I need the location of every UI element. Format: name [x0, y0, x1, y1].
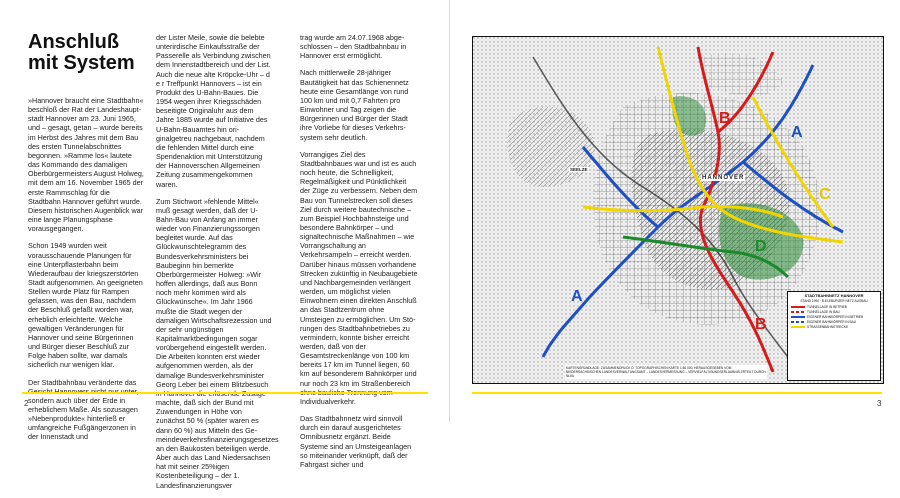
paragraph: Nach mittlerweile 28-jähriger Bautätigkeit hat das Schienennetz heute eine Gesamtlänge von rund 100 km und mit 0,7 Fahrten pro Einwohner und Tag zeigen die Bürgerinnen und Bürger der Stadt ihre Vorliebe für dieses Verkehrssystem sehr deutlich.	[300, 68, 409, 142]
legend-title: STADTBAHNNETZ HANNOVER	[804, 293, 864, 298]
footer-rule	[22, 392, 428, 394]
paragraph: Vorrangiges Ziel des Stadtbahnbaues war und ist es auch noch heute, die Schnelligkeit, Regelmäßigkeit und Pünktlichkeit der Züge zu verbessern. Neben dem Bau von Tunnelstrecken soll dieses Ziel durch weitere bautechnische – zum Beispiel Hochbahnsteige und besondere Bahnkörper – und signaltechnische Maßnahmen – wie Vorrangschaltung an Verkehrsampeln – erreicht werden. Darüber hinaus müssen vorhandene Strecken zukünftig in Neubaugebiete und Nachbargemeinden verlängert werden, um möglichst vielen Einwohnern einen direkten Anschluß an das Stadtzentrum ohne Umsteigen zu ermöglichen. Um Störungen des Stadtbahnbetriebes zu vermindern, konnte bisher erreicht werden, daß von der Gesamtstreckenlänge von 100 km bereits 17 km im Tunnel liegen, 60 km auf besonderem Bahnkörper und nur noch 23 km im Straßenbereich Individualverkehr.	[300, 149, 418, 406]
legend-subtitle: STAND 1994 · B-ELEBURGER NETZ AUSBAU	[800, 299, 868, 303]
paragraph: Schon 1949 wurden weit vorausschauende Planungen für eine Unterpflasterbahn beim Wiederaufbau der kriegszerstörten Stadt aufgenommen. An geeigneten Stellen wurde Platz für Rampen gelassen, was den Bau, nachdem der Beschluß gefaßt worden war, erheblich erleichterte. Welche gewaltigen Veränderungen für Hannover und seine Bürgerinnen und Bürger dieser Beschluß zur Folge haben sollte, war damals sicherlich nur wenigen klar.	[28, 241, 143, 370]
city-label: HANNOVER	[702, 175, 745, 181]
text-column-2	[156, 33, 279, 498]
paragraph: trag wurde am 24.07.1968 abgeschlossen – den Stadtbahnbau in Hannover erst ermöglicht.	[300, 33, 407, 61]
legend-swatch	[791, 306, 805, 309]
legend-label: TUNNELLAGE IN BETRIEB	[807, 305, 847, 309]
map-legend	[787, 291, 881, 381]
legend-row	[791, 320, 877, 324]
legend-row	[791, 325, 877, 329]
legend-swatch	[791, 311, 805, 314]
page-number: 2	[24, 399, 29, 408]
legend-label: TUNNELLAGE IN BAU	[807, 310, 840, 314]
line-label-a: A	[791, 124, 803, 141]
page-number: 3	[877, 399, 882, 408]
paragraph: Der Stadtbahnbau veränderte das sondern auch über der Erde in erheblichem Maße. Als sozusagen »Nebenprodukte« hinterließ er umfangreiche Fußgängerzonen in der Innenstadt und	[28, 377, 138, 442]
paragraph: »Hannover braucht eine Stadtbahn« beschloß der Rat der Landeshauptstadt Hannover am 23. Juni 1965, und – gesagt, getan – wurde bereits im Herbst des Jahres mit dem Bau des ersten Tunnelabschnittes begonnen. »Ramme los« lautete das Kommando des damaligen Oberbürgermeisters August Holweg, mit dem am 16. November 1965 der erste Rammschlag für die Stadtbahn Hannover geführt wurde. Diesem historischen Augenblick war eine lange Planungsphase vorausgegangen.	[28, 96, 144, 234]
paragraph: Das Stadtbahnnetz wird sinnvoll durch ein darauf ausgerichtetes Omnibusnetz ergänzt. Beide Systeme sind an Umsteigeanlagen so miteinander verknüpft, daß der Fahrgast sicher und	[300, 414, 412, 469]
paragraph: der Lister Meile, sowie die belebte unterirdische Einkaufsstraße der Passerelle als Verbindung zwischen dem Innenstadtbereich und der List. Auch die neue alte Kröpcke-Uhr – d e r Treffpunkt Hannovers – ist ein Produkt des U-Bahn-Baues. Die 1954 wegen ihrer Kriegsschäden beseitigte Originaluhr aus dem Jahre 1885 wurde auf Initiative des U-Bahn-Bauamtes hin originalgetreu nachgebaut, nachdem die fehlenden Mittel durch eine Spendenaktion mit Unterstützung der Hannoverschen Allgemeinen Zeitung zusammengekommen waren.	[156, 33, 271, 189]
line-label-b: B	[755, 316, 767, 333]
legend-row	[791, 315, 877, 319]
legend-label: EIGENER BAHNKÖRPER IN BAU	[807, 320, 857, 324]
text-column-3	[300, 33, 418, 477]
line-label-c: C	[819, 186, 831, 203]
line-label-d: D	[755, 238, 767, 255]
legend-label: EIGENER BAHNKÖRPER IN BETRIEB	[807, 315, 864, 319]
legend-swatch	[791, 326, 805, 329]
paragraph: Zum Stichwort »fehlende Mittel« muß gesagt werden, daß der U-Bahn-Bau von Anfang an immer wieder von Finanzierungssorgen begleitet wurde. Auf das Glückwunschtelegramm des Bundesverkehrsministers bei Baubeginn hin bemerkte Oberbürgermeister Holweg: »Wir hoffen allerdings, daß aus Bonn noch mehr kommen wird als Glückwünsche«. Im Jahr 1966 mußte die Stadt wegen der damaligen Wirtschaftsrezession und der sehr ungünstigen Kapitalmarktbedingungen sogar vorübergehend eingestellt werden. Die Arbeiten konnten erst wieder aufgenommen werden, als der damalige Bundesverkehrsminister Georg Leber bei einem Blitzbesuch machte, daß sich der Bund mit Zuwendungen in Höhe von zunächst 50 % (später waren es dann 60 %) aus Mitteln des Gemeindeverkehrsfinanzierungsgesetzes an den Baukosten beteiligen werde. Aber auch das Land Niedersachsen hat mit seiner 25%igen Kostenbeteiligung – der 1. Landesfinanzierungsver	[156, 196, 279, 490]
line-label-b: B	[719, 110, 731, 127]
legend-row	[791, 305, 877, 309]
legend-label: STRASSENBAHNSTRECKE	[807, 325, 849, 329]
map-source-caption: KARTENGRUNDLAGE: ZUSAMMENDRUCK D. TOPOGRAPHISCHEN KARTE 1:50 000, HERAUSGEGEBEN VOM NIEDERSÄCHSISCHEN LANDESVERWALTUNGSAMT – LANDESVERMESSUNG – VERVIELFÄLTIGUNGSERLAUBNIS ERTEILT DURCH NLVA	[566, 366, 766, 378]
footer-rule	[472, 392, 882, 394]
page-headline: Anschluß mit System	[28, 31, 135, 74]
transit-network-map	[472, 36, 884, 384]
right-page	[450, 0, 900, 422]
legend-row	[791, 310, 877, 314]
line-label-a: A	[571, 288, 583, 305]
legend-swatch	[791, 316, 805, 319]
legend-swatch	[791, 321, 805, 324]
text-column-1	[28, 96, 144, 450]
left-page	[0, 0, 450, 490]
district-label: SEELZE	[570, 167, 588, 172]
